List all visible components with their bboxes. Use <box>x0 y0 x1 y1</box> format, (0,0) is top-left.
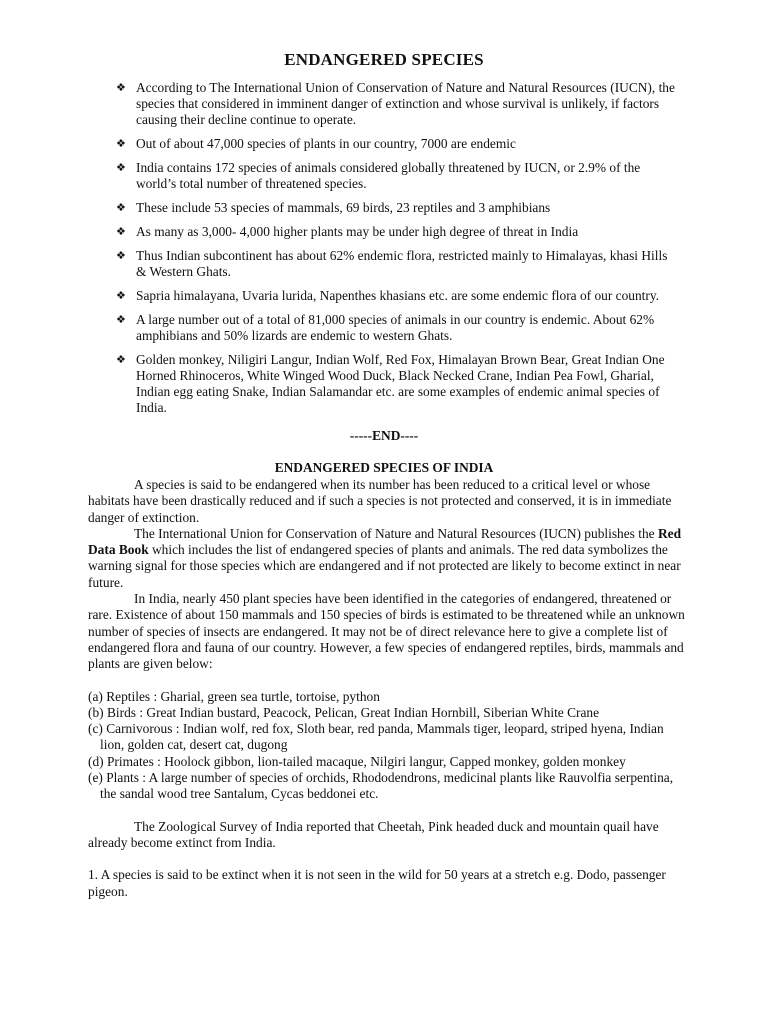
bullet-item: ❖ According to The International Union of Conservation of Nature and Natural Resources (IUCN), the species that considered in imminent danger of extinction and whose survival is unlikely, if factors causing their decline continue to operate. <box>116 80 675 127</box>
species-list-item: (b) Birds : Great Indian bustard, Peacock, Pelican, Great Indian Hornbill, Siberian White Crane <box>88 704 600 720</box>
paragraph-red-data-book: The International Union for Conservation of Nature and Natural Resources (IUCN) publishes the Red Data Book which includes the list of endangered species of plants and animals. The red data symbolizes the warning signal for those species which are endangered and if not protected are likely to become extinct in near future. <box>88 525 682 590</box>
paragraph-definition: A species is said to be endangered when its number has been reduced to a critical level or whose habitats have been drastically reduced and if such a species is not protected and conserved, it is in immediate danger of extinction. <box>88 477 672 525</box>
bullet-list <box>116 80 676 424</box>
bullet-item: ❖ Golden monkey, Niligiri Langur, Indian Wolf, Red Fox, Himalayan Brown Bear, Great Indian One Horned Rhinoceros, White Winged Wood Duck, Black Necked Crane, Indian Pea Fowl, Gharial, Indian egg eating Snake, Indian Salamandar etc. are some examples of endemic animal species of India. <box>116 352 665 415</box>
diamond-bullet-icon: ❖ <box>116 137 126 150</box>
paragraph-extinct-india: The Zoological Survey of India reported that Cheetah, Pink headed duck and mountain quail have already become extinct from India. <box>88 818 659 850</box>
diamond-bullet-icon: ❖ <box>116 81 126 94</box>
bullet-item: ❖ As many as 3,000- 4,000 higher plants may be under high degree of threat in India <box>116 224 579 239</box>
bullet-item: ❖ Out of about 47,000 species of plants in our country, 7000 are endemic <box>116 136 516 151</box>
section-body <box>88 477 690 900</box>
paragraph-india-species: In India, nearly 450 plant species have been identified in the categories of endangered, threatened or rare. Existence of about 150 mammals and 150 species of birds is estimated to be threatened while an unknown number of species of insects are endangered. It may not be of direct relevance here to give a complete list of endangered flora and fauna of our country. However, a few species of endangered reptiles, birds, mammals and plants are given below: <box>88 591 685 672</box>
species-list-item: (a) Reptiles : Gharial, green sea turtle, tortoise, python <box>88 688 380 704</box>
paragraph-extinct-definition: 1. A species is said to be extinct when it is not seen in the wild for 50 years at a stretch e.g. Dodo, passenger pigeon. <box>88 867 666 899</box>
species-list-item: (c) Carnivorous : Indian wolf, red fox, Sloth bear, red panda, Mammals tiger, leopard, striped hyena, Indian lion, golden cat, desert cat, dugong <box>88 721 664 753</box>
bullet-item: ❖ India contains 172 species of animals considered globally threatened by IUCN, or 2.9% of the world’s total number of threatened species. <box>116 160 641 191</box>
page-title: ENDANGERED SPECIES <box>284 50 484 69</box>
section-heading: ENDANGERED SPECIES OF INDIA <box>274 460 494 475</box>
bullet-item: ❖ A large number out of a total of 81,000 species of animals in our country is endemic. About 62% amphibians and 50% lizards are endemic to western Ghats. <box>116 312 655 343</box>
species-list-item: (e) Plants : A large number of species of orchids, Rhododendrons, medicinal plants like Rauvolfia serpentina, the sandal wood tree Santalum, Cycas beddonei etc. <box>88 770 674 802</box>
diamond-bullet-icon: ❖ <box>116 289 126 302</box>
bullet-item: ❖ These include 53 species of mammals, 69 birds, 23 reptiles and 3 amphibians <box>116 200 551 215</box>
diamond-bullet-icon: ❖ <box>116 313 126 326</box>
diamond-bullet-icon: ❖ <box>116 353 126 366</box>
end-marker: -----END---- <box>349 428 419 443</box>
diamond-bullet-icon: ❖ <box>116 249 126 262</box>
diamond-bullet-icon: ❖ <box>116 201 126 214</box>
diamond-bullet-icon: ❖ <box>116 161 126 174</box>
bullet-item: ❖ Thus Indian subcontinent has about 62% endemic flora, restricted mainly to Himalayas, khasi Hills & Western Ghats. <box>116 248 668 279</box>
diamond-bullet-icon: ❖ <box>116 225 126 238</box>
bullet-item: ❖ Sapria himalayana, Uvaria lurida, Napenthes khasians etc. are some endemic flora of our country. <box>116 288 660 303</box>
red-data-book-term: Red Data Book <box>88 525 682 558</box>
species-list-item: (d) Primates : Hoolock gibbon, lion-tailed macaque, Nilgiri langur, Capped monkey, golden monkey <box>88 753 626 769</box>
